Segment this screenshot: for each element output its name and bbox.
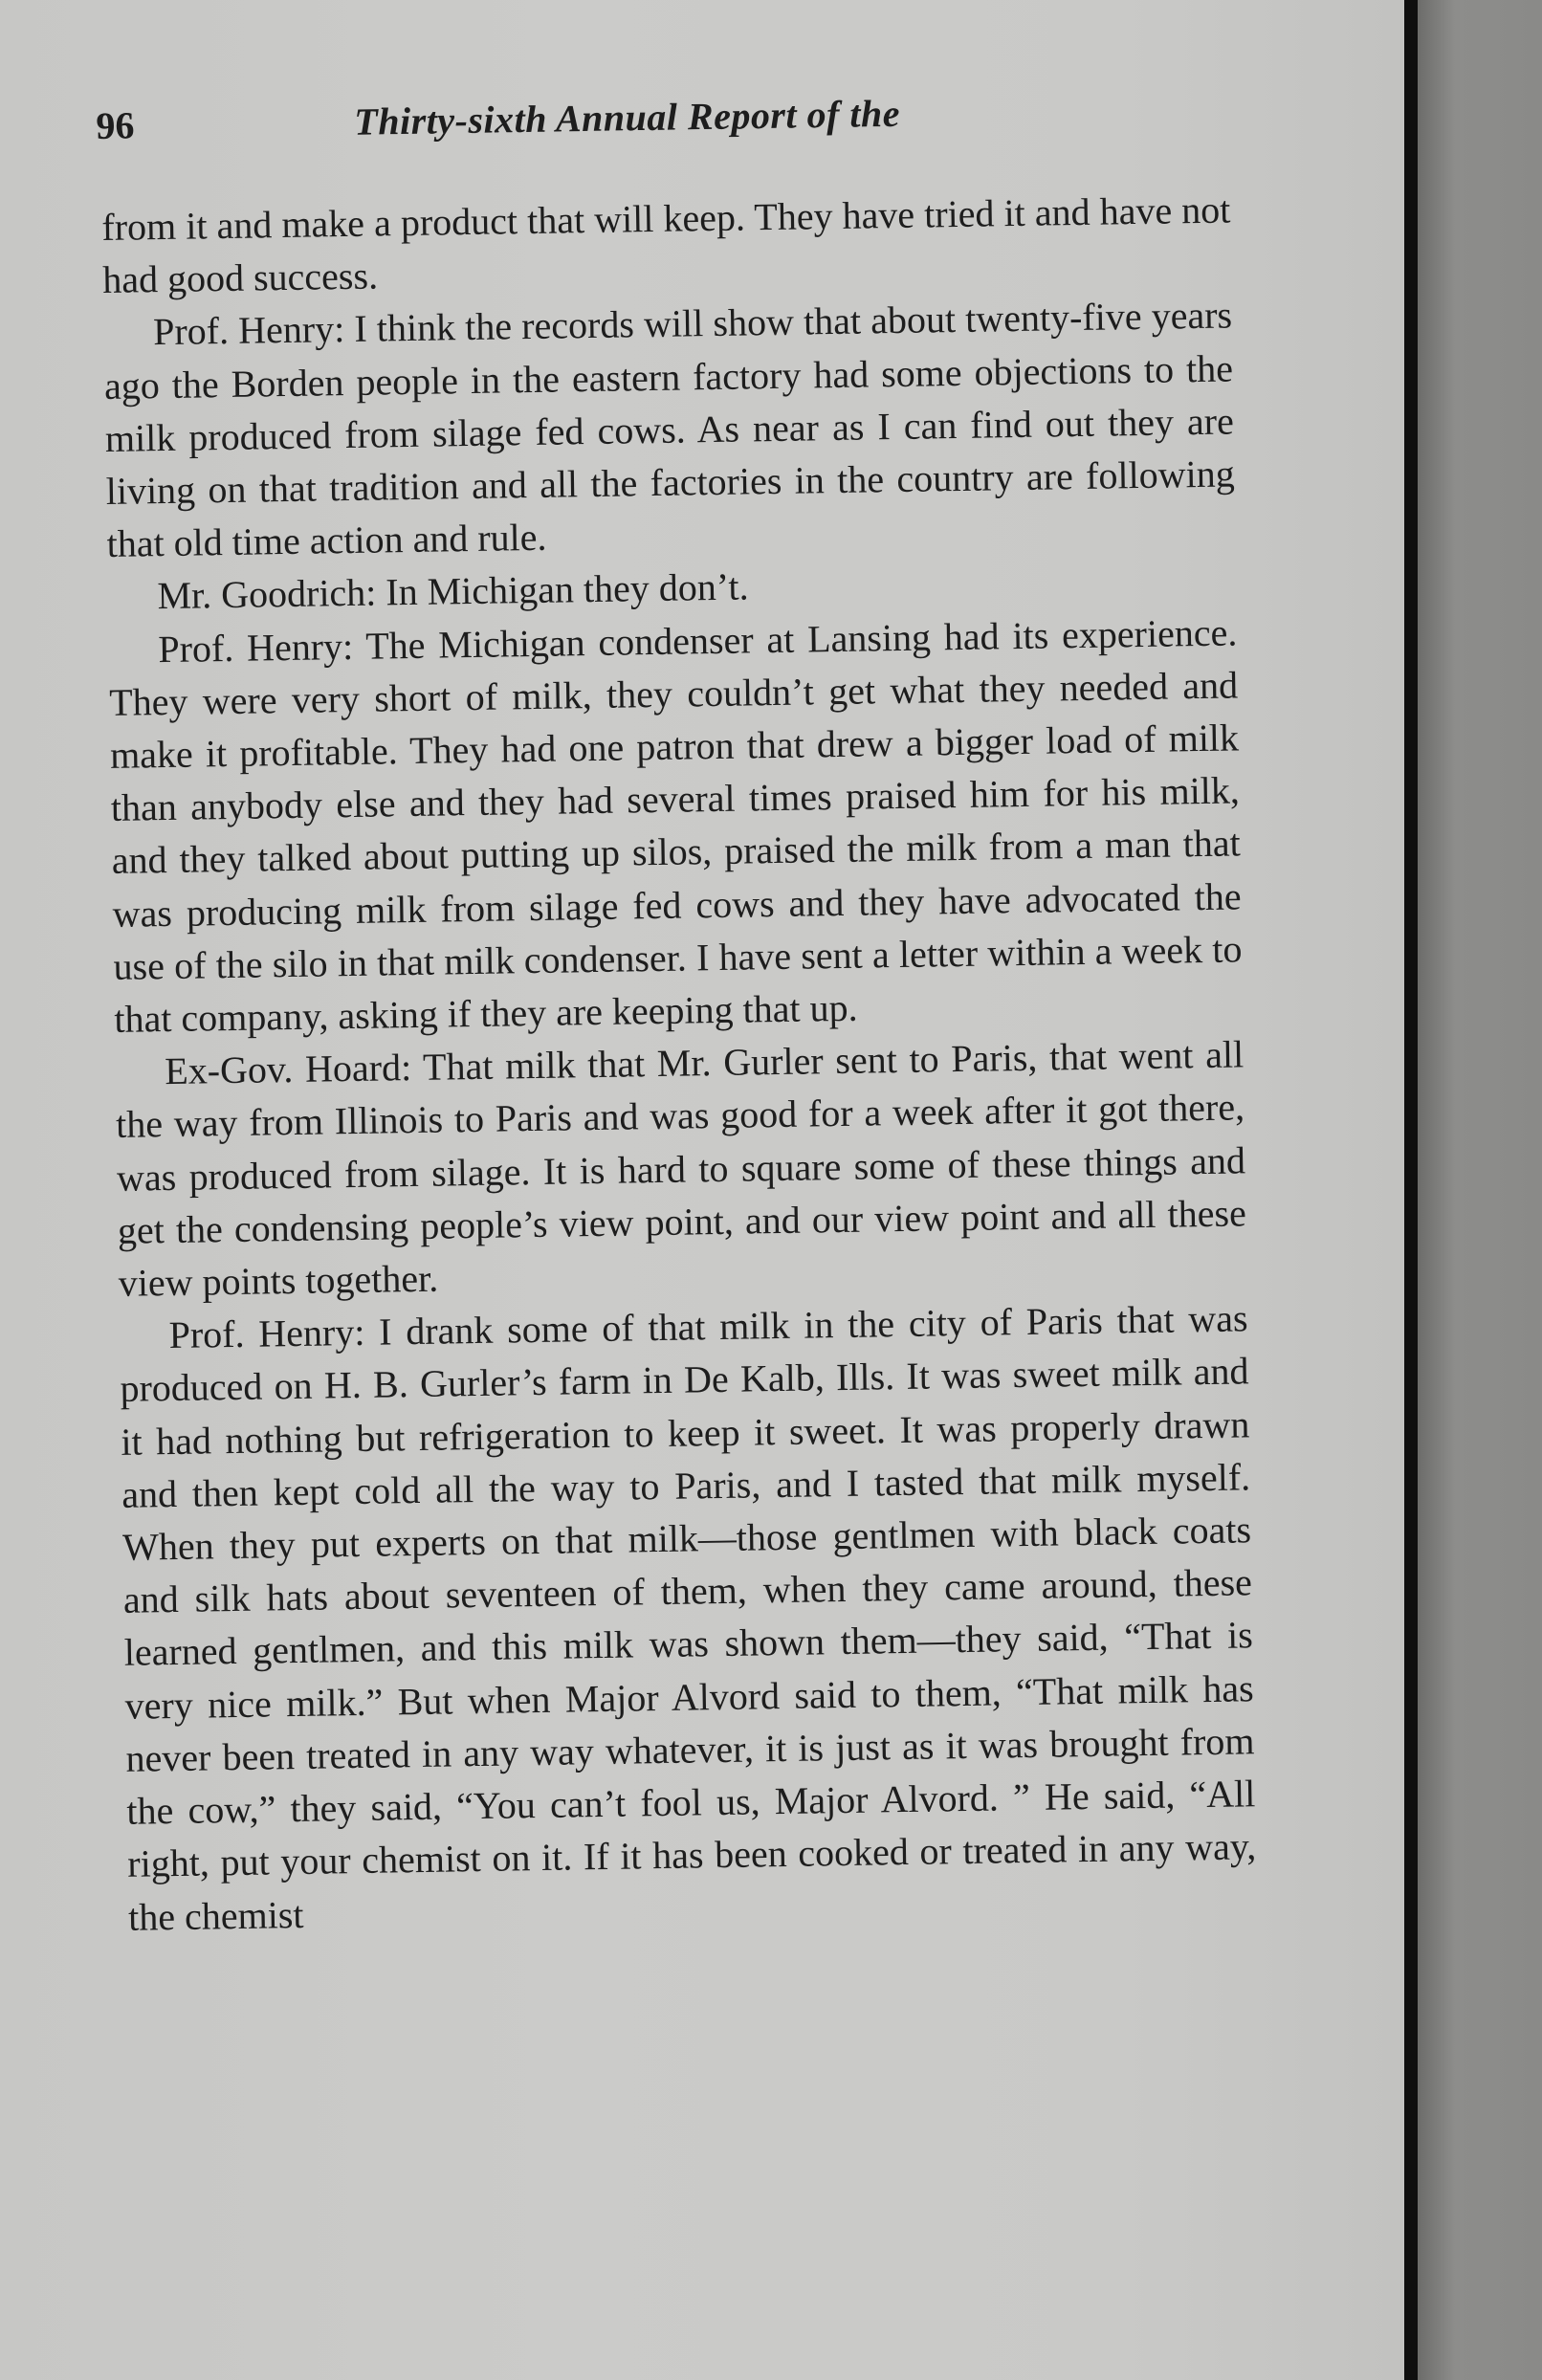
page-number: 96 — [96, 103, 135, 147]
running-title: Thirty-sixth Annual Report of the — [353, 91, 901, 143]
paragraph: Prof. Henry: I drank some of that milk in the city of Paris that was produced on H. B. Gurler’s farm in De Kalb, Ills. It was sweet milk and it had nothing but refrigeration to keep it sweet. It was properly drawn and then kept cold all the way to Paris, and I tasted that milk myself. When they put experts on that milk—those gentlmen with black coats and silk hats about seventeen of them, when they came around, these learned gentlmen, and this milk was shown them—they said, “That is very nice milk.” But when Major Alvord said to them, “That milk has never been treated in any way whatever, it is just as it was brought from the cow,” they said, “You can’t fool us, Major Alvord. ” He said, “All right, put your chemist on it. If it has been cooked or treated in any way, the chemist — [120, 1296, 1257, 1939]
paragraph: Ex-Gov. Hoard: That milk that Mr. Gurler sent to Paris, that went all the way from Illinois to Paris and was good for a week after it got there, was produced from silage. It is hard to square some of these things and get the condensing people’s view point, and our view point and all these view points together. — [115, 1032, 1247, 1305]
binding-edge — [1404, 0, 1418, 2380]
paragraph: Mr. Goodrich: In Michigan they don’t. — [157, 564, 749, 618]
body-text — [101, 183, 1257, 1943]
paragraph: Prof. Henry: I think the records will show that about twenty-five years ago the Borden people in the eastern factory had some objections to the milk produced from silage fed cows. As near as I can find out they are living on that tradition and all the factories in the country are following that old time action and rule. — [103, 293, 1235, 566]
paragraph: Prof. Henry: The Michigan condenser at Lansing had its experience. They were very short of milk, they couldn’t get what they needed and make it profitable. They had one patron that drew a bigger load of milk than anybody else and they had several times praised him for his milk, and they talked about putting up silos, praised the milk from a man that was producing milk from silage fed cows and they have advocated the use of the silo in that milk condenser. I have sent a letter within a week to that company, asking if they are keeping that up. — [108, 610, 1243, 1041]
paragraph: from it and make a product that will keep. They have tried it and have not had good success. — [101, 187, 1231, 302]
adjacent-page-edge — [1418, 0, 1542, 2380]
